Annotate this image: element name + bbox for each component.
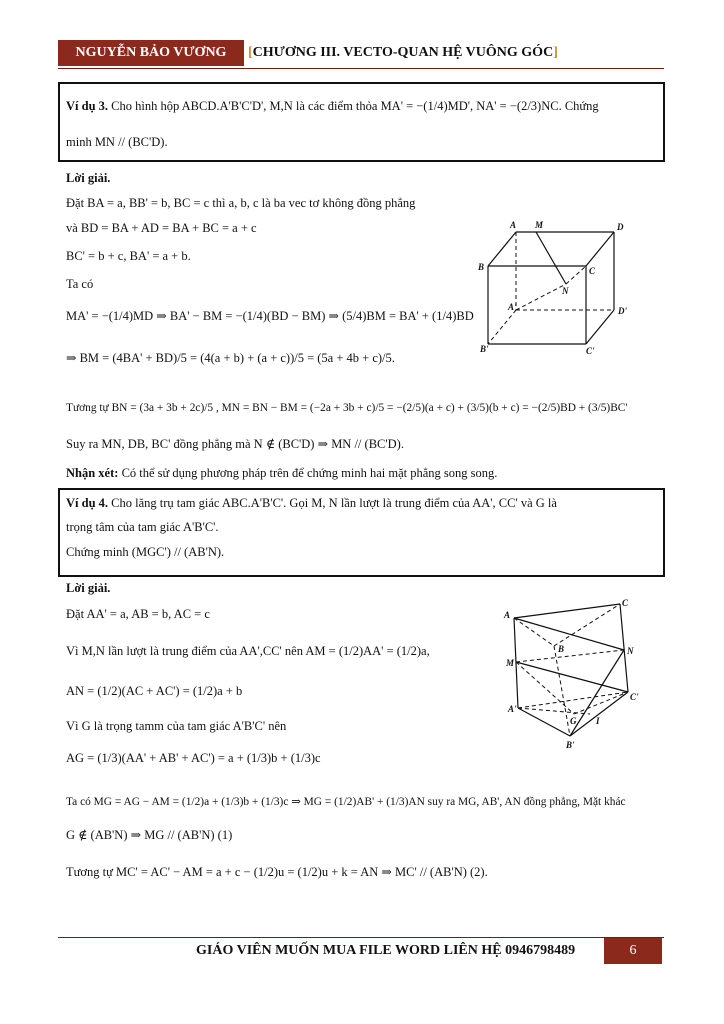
example3-statement-1: Cho hình hộp ABCD.A'B'C'D', M,N là các điểm thỏa MA' = −(1/4)MD', NA' = −(2/3)NC. Chứng — [111, 99, 599, 113]
prism-label: A — [504, 610, 511, 620]
header-bracket-close: ] — [553, 45, 558, 60]
solution4-line: AG = (1/3)(AA' + AB' + AC') = a + (1/3)b + (1/3)c — [66, 751, 321, 765]
cube-label: M — [535, 220, 544, 230]
header-chapter — [248, 40, 558, 66]
prism-label: M — [506, 658, 515, 668]
solution3-heading: Lời giải. — [66, 171, 111, 185]
solution4-line: Ta có MG = AG − AM = (1/2)a + (1/3)b + (1/3)c ⇒ MG = (1/2)AB' + (1/3)AN suy ra MG, AB', AN đồng phẳng, Mặt khác — [66, 796, 626, 808]
solution3-line: Suy ra MN, DB, BC' đồng phẳng mà N ∉ (BC'D) ⇒ MN // (BC'D). — [66, 437, 404, 451]
prism-label: C — [622, 598, 629, 608]
solution3-remark — [66, 467, 497, 481]
solution3-line: Ta có — [66, 277, 94, 291]
cube-label: C' — [586, 346, 595, 356]
header-bracket-open: [ — [248, 45, 253, 60]
cube-label: A' — [508, 302, 517, 312]
cube-label: C — [589, 266, 596, 276]
header-author-badge: NGUYỄN BẢO VƯƠNG — [58, 40, 244, 66]
solution4-line: Đặt AA' = a, AB = b, AC = c — [66, 607, 210, 621]
example3-box — [58, 82, 665, 162]
solution3-line: ⇒ BM = (4BA' + BD)/5 = (4(a + b) + (a + c))/5 = (5a + 4b + c)/5. — [66, 351, 395, 365]
prism-label: N — [627, 646, 634, 656]
remark-text: Có thể sử dụng phương pháp trên để chứng minh hai mặt phẳng song song. — [118, 466, 498, 480]
solution3-line: MA' = −(1/4)MD ⇒ BA' − BM = −(1/4)(BD − BM) ⇒ (5/4)BM = BA' + (1/4)BD — [66, 309, 474, 323]
solution3-line: BC' = b + c, BA' = a + b. — [66, 249, 191, 263]
footer-rule — [58, 937, 664, 938]
cube-label: D' — [618, 306, 627, 316]
remark-label: Nhận xét: — [66, 466, 119, 480]
prism-label: A' — [508, 704, 517, 714]
example4-statement-1: Cho lăng trụ tam giác ABC.A'B'C'. Gọi M, N lần lượt là trung điểm của AA', CC' và G là — [111, 496, 557, 510]
example4-line1 — [66, 497, 557, 511]
prism-label: I — [596, 716, 600, 726]
solution4-line: AN = (1/2)(AC + AC') = (1/2)a + b — [66, 684, 243, 698]
example3-line1 — [66, 100, 599, 114]
example4-title: Ví dụ 4. — [66, 496, 109, 510]
solution4-line: G ∉ (AB'N) ⇒ MG // (AB'N) (1) — [66, 828, 233, 842]
cube-label: A — [510, 220, 517, 230]
header-chapter-title: CHƯƠNG III. VECTO-QUAN HỆ VUÔNG GÓC — [252, 45, 554, 60]
solution3-line: Tương tự BN = (3a + 3b + 2c)/5 , MN = BN − BM = (−2a + 3b + c)/5 = −(2/5)(a + c) + (3/5)(b + c) = −(2/5)BD + (3/5)BC' — [66, 402, 628, 414]
page-number: 6 — [604, 938, 662, 964]
prism-label: B — [558, 644, 565, 654]
cube-figure — [472, 214, 642, 364]
example4-statement-2: trọng tâm của tam giác A'B'C'. — [66, 520, 219, 534]
example4-statement-3: Chứng minh (MGC') // (AB'N). — [66, 545, 225, 559]
solution3-line: Đặt BA = a, BB' = b, BC = c thì a, b, c là ba vec tơ không đồng phẳng — [66, 196, 416, 210]
cube-label: N — [562, 286, 569, 296]
prism-label: B' — [566, 740, 575, 750]
example3-title: Ví dụ 3. — [66, 99, 109, 113]
cube-label: B — [478, 262, 485, 272]
footer-contact: GIÁO VIÊN MUỐN MUA FILE WORD LIÊN HỆ 0946798489 — [196, 943, 576, 958]
prism-figure — [500, 596, 650, 754]
solution3-line: và BD = BA + AD = BA + BC = a + c — [66, 221, 257, 235]
solution4-line: Vì G là trọng tamm của tam giác A'B'C' nên — [66, 719, 287, 733]
cube-label: B' — [480, 344, 489, 354]
cube-label: D — [617, 222, 624, 232]
solution4-line: Vì M,N lần lượt là trung điểm của AA',CC' nên AM = (1/2)AA' = (1/2)a, — [66, 644, 430, 658]
header-rule — [58, 68, 664, 69]
prism-label: C' — [630, 692, 639, 702]
example3-statement-2: minh MN // (BC'D). — [66, 135, 168, 149]
solution4-line: Tương tự MC' = AC' − AM = a + c − (1/2)u = (1/2)u + k = AN ⇒ MC' // (AB'N) (2). — [66, 865, 488, 879]
prism-label: G — [570, 716, 577, 726]
solution4-heading: Lời giải. — [66, 581, 111, 595]
